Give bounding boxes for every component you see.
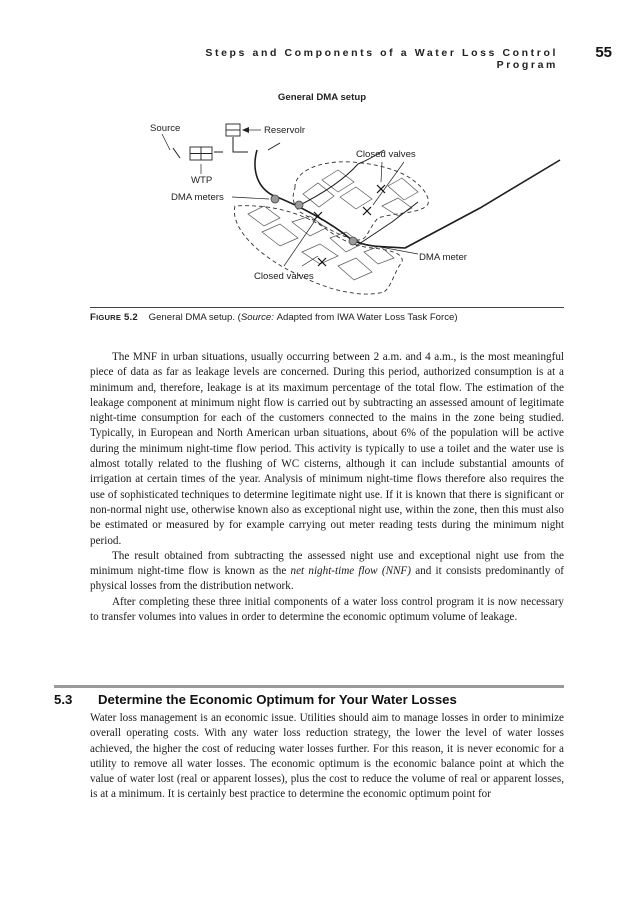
label-reservoir: Reservolr — [264, 125, 306, 136]
figure-title: General DMA setup — [277, 92, 367, 103]
reservoir-pipe — [233, 137, 248, 152]
section-rule — [54, 685, 564, 688]
section-number: 5.3 — [54, 692, 73, 707]
page-number: 55 — [595, 44, 612, 61]
caption-label-first: F — [90, 312, 97, 323]
closed-valve-x — [377, 185, 385, 193]
closed-valve-x — [363, 207, 371, 215]
caption-rule — [90, 307, 564, 308]
caption-text: General DMA setup. ( — [148, 312, 241, 323]
dma-meter-marker — [271, 195, 279, 203]
caption-source-text: Adapted from IWA Water Loss Task Force) — [276, 312, 458, 323]
caption-label-small: IGURE — [96, 313, 122, 322]
street-blocks — [248, 170, 418, 280]
running-head: Steps and Components of a Water Loss Control Program — [205, 47, 558, 71]
paragraph-mnf: The MNF in urban situations, usually occurring between 2 a.m. and 4 a.m., is the most meaningful piece of data as far as leakage levels are concerned. During this period, authorized consumption is at a minimum and, therefore, leakage is at its maximum percentage of the total flow. The estimation of the leakage component at minimum night flow is carried out by subtracting an assessed amount of legitimate night-time consumption for each of the customers connected to the mains in the zone being studied. Typically, in European and North American urban situations, about 6% of the population will be active during the minimum night-time flow period. This activity is typically to use a toilet and the water use is almost totally related to the flushing of WC cisterns, although it can include substantial amounts of irrigation at certain times of the year. Analysis of minimum night-time flows therefore also requires the use of sophisticated techniques to determine legitimate night use. If it is known that there is significant or non-normal night use, otherwise known also as exceptional night use, within the zone, then this must also be estimated or measured by for example carrying out meter reading tests during the minimum night period. — [90, 351, 564, 547]
label-closed-valves-bottom: Closed valves — [254, 271, 314, 282]
paragraph-nnf-end: and it consists predominantly of physical losses from the distribution network. — [90, 565, 564, 593]
transmission-main — [255, 150, 560, 248]
caption-label-number: 5.2 — [124, 312, 138, 323]
caption-source-label: Source: — [240, 312, 274, 323]
section-title: Determine the Economic Optimum for Your Water Losses — [98, 692, 457, 707]
reservoir-arrow — [242, 127, 249, 133]
network-arrow — [268, 143, 280, 150]
label-source: Source — [150, 123, 181, 134]
dma-meter-marker — [295, 201, 303, 209]
label-closed-valves-top: Closed valves — [356, 149, 416, 160]
dma-boundary-upper — [293, 162, 428, 240]
paragraph-nnf-start: The result obtained from subtracting the assessed night use and exceptional night use from the minimum night-time flow is known as the — [90, 549, 564, 578]
body-text — [90, 350, 564, 625]
reservoir-tank — [226, 124, 240, 136]
dma-meter-marker — [349, 237, 357, 245]
section-heading — [54, 692, 574, 707]
label-wtp: WTP — [191, 175, 213, 186]
caption-label — [90, 312, 138, 323]
closed-valve-markers — [314, 185, 385, 266]
label-dma-meter: DMA meter — [419, 252, 467, 263]
nnf-term: net night-time flow (NNF) — [290, 565, 411, 578]
label-dma-meters: DMA meters — [171, 192, 224, 203]
paragraph-transition: After completing these three initial components of a water loss control program it is now necessary to transfer volumes into values in order to determine the economic optimum volume of leakage. — [90, 595, 564, 624]
dma-setup-figure — [0, 0, 619, 305]
section-body — [90, 711, 564, 803]
figure-caption — [90, 312, 564, 323]
wtp-box — [190, 147, 212, 160]
paragraph-nnf — [90, 549, 564, 595]
paragraph-economic: Water loss management is an economic issue. Utilities should aim to manage losses in order to minimize overall operating costs. With any water loss reduction strategy, the lower the level of water losses achieved, the higher the cost of reducing water losses further. For this reason, it is never economic for a utility to remove all water losses. The economic optimum is the economic balance point at which the value of water lost (real or apparent losses), plus the cost to reduce the volume of real or apparent losses, is at a minimum. It is certainly best practice to determine the economic optimum point for — [90, 712, 564, 801]
source-line — [173, 148, 180, 158]
